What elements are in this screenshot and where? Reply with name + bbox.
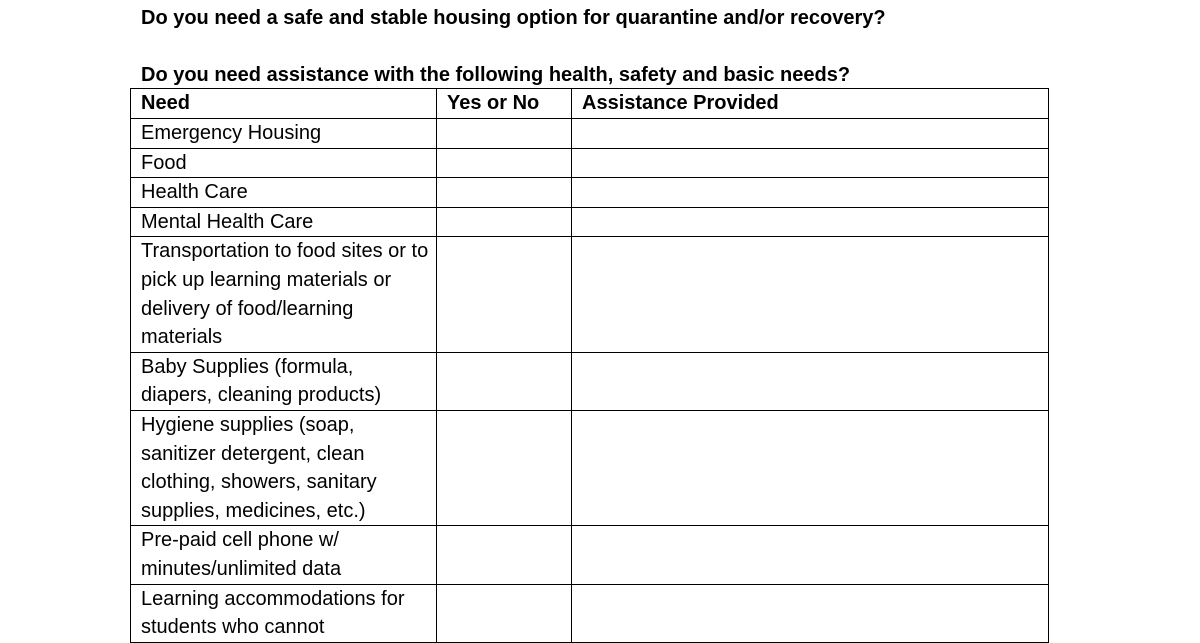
table-row — [131, 148, 1049, 178]
table-row — [131, 352, 1049, 410]
assistance-provided-cell[interactable] — [572, 148, 1049, 178]
yes-or-no-cell[interactable] — [437, 526, 572, 584]
need-cell — [131, 352, 437, 410]
assistance-provided-cell[interactable] — [572, 207, 1049, 237]
yes-or-no-cell[interactable] — [437, 410, 572, 525]
housing-question: Do you need a safe and stable housing option for quarantine and/or recovery? — [141, 7, 886, 29]
need-label: Transportation to food sites or to pick up learning materials or delivery of food/learning materials — [141, 240, 429, 349]
need-label: Hygiene supplies (soap, sanitizer detergent, clean clothing, showers, sanitary supplies, medicines, etc.) — [141, 413, 377, 522]
table-row — [131, 178, 1049, 208]
assistance-question: Do you need assistance with the following health, safety and basic needs? — [141, 64, 851, 86]
yes-or-no-cell[interactable] — [437, 207, 572, 237]
yes-or-no-cell[interactable] — [437, 584, 572, 642]
table-row — [131, 410, 1049, 525]
table-header-row — [131, 89, 1049, 119]
header-assistance-provided: Assistance Provided — [572, 89, 1049, 119]
need-label: Emergency Housing — [141, 122, 322, 144]
assistance-provided-cell[interactable] — [572, 410, 1049, 525]
need-cell — [131, 207, 437, 237]
assistance-provided-cell[interactable] — [572, 178, 1049, 208]
yes-or-no-cell[interactable] — [437, 352, 572, 410]
assistance-provided-cell[interactable] — [572, 119, 1049, 149]
need-label: Learning accommodations for students who cannot — [141, 587, 405, 639]
table-row — [131, 584, 1049, 642]
need-label: Baby Supplies (formula, diapers, cleaning products) — [141, 355, 382, 407]
need-label: Health Care — [141, 181, 248, 204]
yes-or-no-cell[interactable] — [437, 119, 572, 149]
need-label: Mental Health Care — [141, 210, 314, 233]
need-cell — [131, 178, 437, 208]
need-cell — [131, 584, 437, 642]
need-label: Pre-paid cell phone w/ minutes/unlimited data — [141, 529, 342, 580]
need-cell — [131, 148, 437, 178]
need-label: Food — [141, 151, 187, 174]
assistance-provided-cell[interactable] — [572, 237, 1049, 352]
yes-or-no-cell[interactable] — [437, 148, 572, 178]
header-yes-or-no: Yes or No — [437, 89, 572, 119]
need-cell — [131, 526, 437, 584]
table-row — [131, 207, 1049, 237]
yes-or-no-cell[interactable] — [437, 237, 572, 352]
table-row — [131, 526, 1049, 584]
assistance-provided-cell[interactable] — [572, 352, 1049, 410]
need-cell — [131, 237, 437, 352]
table-row — [131, 119, 1049, 149]
assistance-provided-cell[interactable] — [572, 584, 1049, 642]
needs-table — [130, 88, 1049, 643]
yes-or-no-cell[interactable] — [437, 178, 572, 208]
table-row — [131, 237, 1049, 352]
need-cell — [131, 410, 437, 525]
header-need: Need — [131, 89, 437, 119]
assistance-provided-cell[interactable] — [572, 526, 1049, 584]
need-cell — [131, 119, 437, 149]
